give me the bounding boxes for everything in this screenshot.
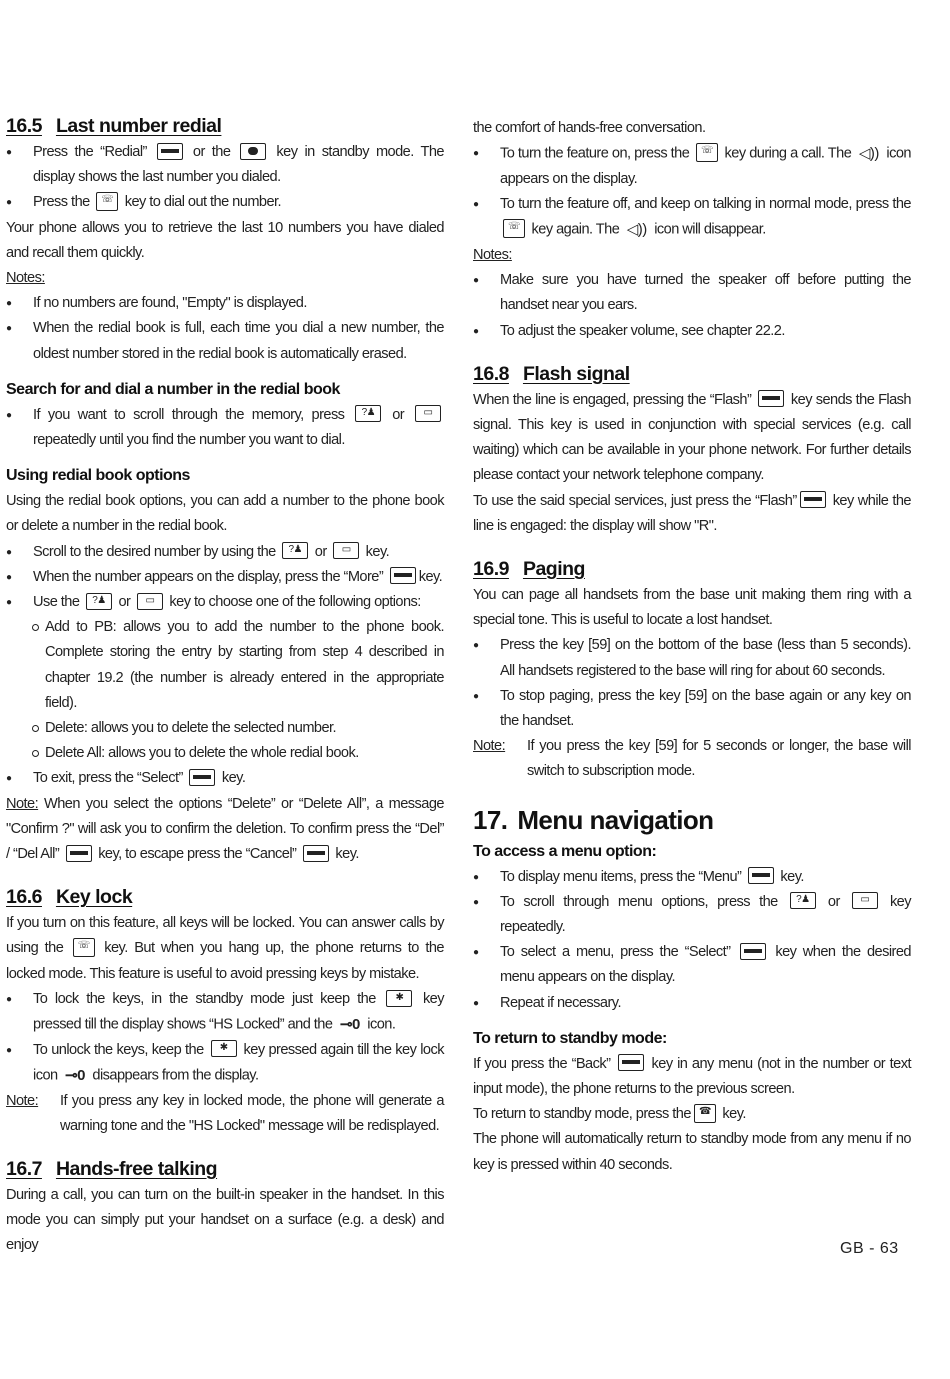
subheading-return: To return to standby mode: xyxy=(473,1029,667,1047)
section-16-9-heading: 16.9 Paging xyxy=(473,557,585,580)
options-sublist xyxy=(6,615,444,766)
end-call-key-icon: ☎ xyxy=(694,1104,716,1123)
page-number: GB - 63 xyxy=(840,1240,899,1257)
phonebook-key-icon: ▭ xyxy=(852,892,878,909)
list-item: ● Press the “Redial” or the key in standby mode. The display shows the last number you dialed. xyxy=(6,140,444,190)
redial-key-icon xyxy=(240,143,266,160)
list-item: ● Scroll to the desired number by using the ?♟ or ▭ key. xyxy=(6,540,444,565)
section-16-6-heading: 16.6 Key lock xyxy=(6,886,133,909)
list-item: Add to PB: allows you to add the number to the phone book. Complete storing the entry by starting from step 4 described in chapter 19.2 (the number is already entered in the appropriate field). xyxy=(32,615,444,716)
soft-key-icon xyxy=(618,1054,644,1071)
list-item: ● Make sure you have turned the speaker off before putting the handset near you ears. xyxy=(473,268,911,318)
paragraph: If you press the “Back” key in any menu (not in the number or text input mode), the phone returns to the previous screen. xyxy=(473,1055,911,1098)
list-item: ● To adjust the speaker volume, see chapter 22.2. xyxy=(473,319,911,344)
star-key-icon: ✱ xyxy=(386,990,412,1007)
list-item: ● Press the ☏ key to dial out the number. xyxy=(6,190,444,215)
keylock-steps xyxy=(6,987,444,1089)
scroll-up-key-icon: ?♟ xyxy=(282,542,308,559)
key-lock-icon: ⊸0 xyxy=(65,1066,85,1084)
redial-steps xyxy=(6,140,444,216)
scroll-up-key-icon: ?♟ xyxy=(355,405,381,422)
right-column xyxy=(473,116,911,1178)
note: Note: If you press any key in locked mode, the phone will generate a warning tone and the "HS Locked" message will be redisplayed. xyxy=(6,1092,444,1134)
call-key-icon: ☏ xyxy=(73,938,95,957)
notes-list xyxy=(473,268,911,344)
paging-steps xyxy=(473,633,911,734)
menu-steps xyxy=(473,865,911,1016)
chapter-17-heading: 17. Menu navigation xyxy=(473,804,714,835)
paragraph: To return to standby mode, press the ☎ key. xyxy=(473,1105,746,1123)
subheading-search: Search for and dial a number in the redial book xyxy=(6,380,340,398)
list-item: Delete All: allows you to delete the whole redial book. xyxy=(32,741,444,766)
list-item: Delete: allows you to delete the selected number. xyxy=(32,716,444,741)
paragraph: When the line is engaged, pressing the “Flash” key sends the Flash signal. This key is used in conjunction with special services (e.g. call waiting) which can be available in your phone network. For further details please contact your network telephone company. xyxy=(473,391,912,484)
list-item: ● When the redial book is full, each time you dial a new number, the oldest number stored in the redial book is automatically erased. xyxy=(6,316,444,366)
section-16-8-heading: 16.8 Flash signal xyxy=(473,362,630,385)
soft-key-icon xyxy=(390,567,416,584)
handsfree-steps xyxy=(473,141,911,243)
list-item: ● To display menu items, press the “Menu” key. xyxy=(473,865,911,890)
list-item: ● When the number appears on the display, press the “More” key. xyxy=(6,565,444,590)
note: Note: When you select the options “Delete” or “Delete All”, a message "Confirm ?" will ask you to confirm the deletion. To confirm press the “Del” / “Del All” key, to escape press the “Cancel” key. xyxy=(6,795,444,863)
note: Note: If you press the key [59] for 5 seconds or longer, the base will switch to subscription mode. xyxy=(473,738,911,780)
list-item: ● Press the key [59] on the bottom of the base (less than 5 seconds). All handsets registered to the base will ring for about 60 seconds. xyxy=(473,633,911,683)
paragraph: You can page all handsets from the base unit making them ring with a special tone. This is useful to locate a lost handset. xyxy=(473,586,911,629)
soft-key-icon xyxy=(66,845,92,862)
left-column xyxy=(6,112,444,1259)
notes-list xyxy=(6,291,444,367)
handsfree-key-icon: ☏ xyxy=(503,219,525,238)
phonebook-key-icon: ▭ xyxy=(137,593,163,610)
handsfree-key-icon: ☏ xyxy=(696,143,718,162)
subheading-access: To access a menu option: xyxy=(473,842,657,860)
soft-key-icon xyxy=(157,143,183,160)
notes-label: Notes: xyxy=(473,246,512,263)
list-item: ● To scroll through menu options, press the ?♟ or ▭ key repeatedly. xyxy=(473,890,911,940)
list-item: ● To exit, press the “Select” key. xyxy=(6,766,444,791)
list-item: ● To lock the keys, in the standby mode just keep the ✱ key pressed till the display shows “HS Locked” and the ⊸0 icon. xyxy=(6,987,444,1038)
list-item: ● To unlock the keys, keep the ✱ key pressed again till the key lock icon ⊸0 disappears from the display. xyxy=(6,1038,444,1089)
paragraph: If you turn on this feature, all keys will be locked. You can answer calls by using the ☏ key. But when you hang up, the phone returns to the locked mode. This feature is useful to avoid pressing keys by mistake. xyxy=(6,915,444,982)
call-key-icon: ☏ xyxy=(96,192,118,211)
section-16-5-heading: 16.5 Last number redial xyxy=(6,115,222,137)
paragraph: During a call, you can turn on the built-in speaker in the handset. In this mode you can simply put your handset on a surface (e.g. a desk) and enjoy xyxy=(6,1187,444,1254)
soft-key-icon xyxy=(189,769,215,786)
star-key-icon: ✱ xyxy=(211,1040,237,1057)
list-item: ● Use the ?♟ or ▭ key to choose one of the following options: Add to PB: allows you to add the number to the phone book. Complete storing the entry by starting from step 4 described in chapter 19.2 (the number is already entered in the appropriate field). Delete: allows you to delete the selected number. Delete All: allows you to delete the whole redial book. xyxy=(6,590,444,766)
paragraph: The phone will automatically return to standby mode from any menu if no key is pressed within 40 seconds. xyxy=(473,1131,911,1173)
soft-key-icon xyxy=(740,943,766,960)
subheading-options: Using redial book options xyxy=(6,467,190,485)
soft-key-icon xyxy=(748,867,774,884)
notes-label: Notes: xyxy=(6,270,45,287)
list-item: ● Repeat if necessary. xyxy=(473,991,911,1016)
soft-key-icon xyxy=(758,390,784,407)
paragraph: the comfort of hands-free conversation. xyxy=(473,120,706,136)
paragraph: Your phone allows you to retrieve the last 10 numbers you have dialed and recall them quickly. xyxy=(6,219,444,261)
list-item: ● To turn the feature off, and keep on talking in normal mode, press the ☏ key again. The ◁)) icon will disappear. xyxy=(473,192,911,243)
list-item: ● To select a menu, press the “Select” key when the desired menu appears on the display. xyxy=(473,940,911,990)
scroll-up-key-icon: ?♟ xyxy=(790,892,816,909)
speaker-icon: ◁)) xyxy=(626,221,647,239)
paragraph: To use the said special services, just press the “Flash” key while the line is engaged: the display will show "R". xyxy=(473,492,911,534)
phonebook-key-icon: ▭ xyxy=(415,405,441,422)
scroll-up-key-icon: ?♟ xyxy=(86,593,112,610)
section-16-7-heading: 16.7 Hands-free talking xyxy=(6,1158,218,1181)
list-item: ● If you want to scroll through the memory, press ?♟ or ▭ repeatedly until you find the number you want to dial. xyxy=(6,403,444,453)
speaker-icon: ◁)) xyxy=(858,145,879,163)
phonebook-key-icon: ▭ xyxy=(333,542,359,559)
search-steps xyxy=(6,403,444,453)
key-lock-icon: ⊸0 xyxy=(339,1016,360,1034)
paragraph: Using the redial book options, you can add a number to the phone book or delete a number in the redial book. xyxy=(6,493,444,535)
options-steps xyxy=(6,540,444,792)
list-item: ● To stop paging, press the key [59] on the base again or any key on the handset. xyxy=(473,684,911,734)
list-item: ● To turn the feature on, press the ☏ key during a call. The ◁)) icon appears on the display. xyxy=(473,141,911,192)
soft-key-icon xyxy=(800,491,826,508)
soft-key-icon xyxy=(303,845,329,862)
list-item: ● If no numbers are found, "Empty" is displayed. xyxy=(6,291,444,316)
